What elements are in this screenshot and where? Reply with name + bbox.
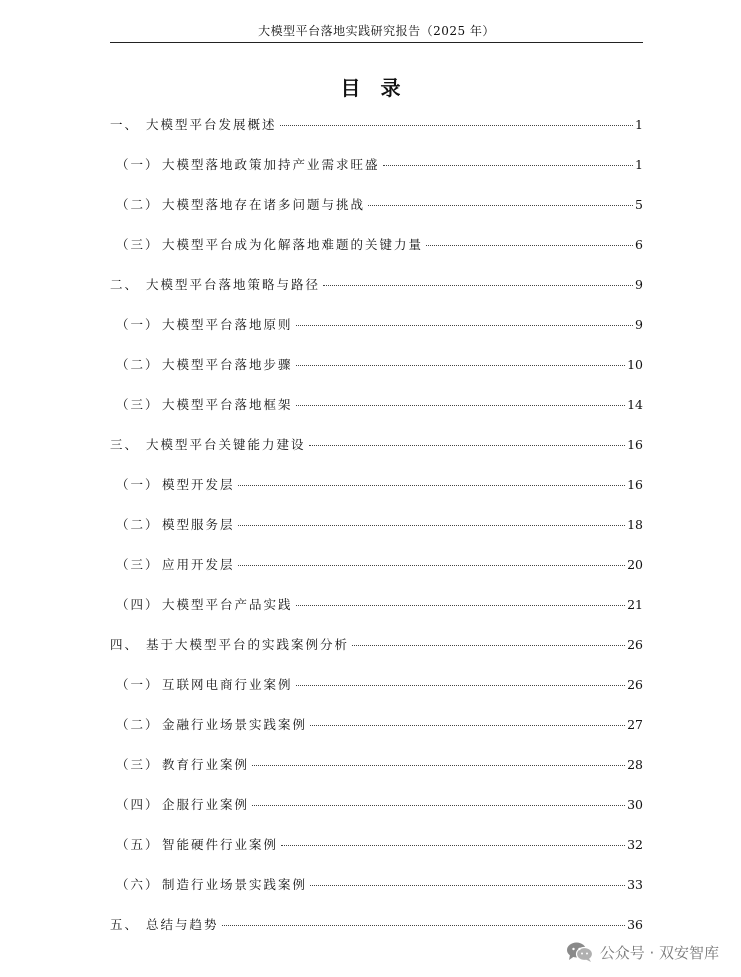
toc-title: 目录 xyxy=(340,76,421,100)
toc-entry[interactable] xyxy=(110,634,643,674)
toc-entry[interactable] xyxy=(110,354,643,394)
wechat-icon xyxy=(566,941,594,963)
toc-entry-label: 大模型落地存在诸多问题与挑战 xyxy=(162,197,366,212)
dot-leader xyxy=(352,645,625,646)
dot-leader xyxy=(222,925,626,926)
toc-entry[interactable] xyxy=(110,194,643,234)
toc-entry-page: 27 xyxy=(627,717,643,732)
toc-entry-label: 模型开发层 xyxy=(162,477,235,492)
toc-entry[interactable] xyxy=(110,274,643,314)
toc-entry-label: 总结与趋势 xyxy=(146,917,219,932)
toc-entry-number: （四） xyxy=(116,597,160,612)
toc-entry-page: 32 xyxy=(627,837,643,852)
toc-entry-page: 18 xyxy=(627,517,643,532)
toc-entry[interactable] xyxy=(110,674,643,714)
dot-leader xyxy=(281,845,625,846)
toc-entry-label: 制造行业场景实践案例 xyxy=(162,877,308,892)
dot-leader xyxy=(310,885,625,886)
toc-entry[interactable] xyxy=(110,754,643,794)
dot-leader xyxy=(296,685,626,686)
toc-entry-label: 大模型平台落地步骤 xyxy=(162,357,293,372)
dot-leader xyxy=(368,205,633,206)
toc-entry-page: 5 xyxy=(635,197,643,212)
toc-entry-number: （二） xyxy=(116,717,160,732)
toc-entry-page: 28 xyxy=(627,757,643,772)
toc-entry[interactable] xyxy=(110,234,643,274)
toc-entry-label: 金融行业场景实践案例 xyxy=(162,717,308,732)
toc-entry[interactable] xyxy=(110,834,643,874)
toc-entry-number: （三） xyxy=(116,397,160,412)
toc-entry-number: （二） xyxy=(116,357,160,372)
toc-entry-number: 五、 xyxy=(110,917,140,932)
dot-leader xyxy=(296,325,634,326)
toc-entry[interactable] xyxy=(110,594,643,634)
dot-leader xyxy=(252,805,625,806)
watermark xyxy=(566,939,719,965)
toc-entry-number: （六） xyxy=(116,877,160,892)
dot-leader xyxy=(238,485,626,486)
dot-leader xyxy=(296,405,626,406)
toc-entry-number: （五） xyxy=(116,837,160,852)
dot-leader xyxy=(426,245,633,246)
toc-entry-page: 9 xyxy=(635,317,643,332)
toc-entry-label: 大模型平台成为化解落地难题的关键力量 xyxy=(162,237,424,252)
toc-entry[interactable] xyxy=(110,514,643,554)
dot-leader xyxy=(238,525,626,526)
dot-leader xyxy=(252,765,625,766)
toc-entry-page: 10 xyxy=(627,357,643,372)
toc-entry-page: 30 xyxy=(627,797,643,812)
toc-entry-label: 大模型平台发展概述 xyxy=(146,117,277,132)
toc-entry[interactable] xyxy=(110,714,643,754)
toc-entry-label: 智能硬件行业案例 xyxy=(162,837,279,852)
toc-entry-number: 四、 xyxy=(110,637,140,652)
dot-leader xyxy=(383,165,634,166)
dot-leader xyxy=(323,285,633,286)
toc-entry-label: 企服行业案例 xyxy=(162,797,250,812)
toc-entry-label: 大模型平台落地框架 xyxy=(162,397,293,412)
toc-entry[interactable] xyxy=(110,394,643,434)
toc-entry-page: 1 xyxy=(635,157,643,172)
toc-entry-number: 二、 xyxy=(110,277,140,292)
toc-entry-number: 三、 xyxy=(110,437,140,452)
dot-leader xyxy=(309,445,626,446)
toc-entry[interactable] xyxy=(110,314,643,354)
toc-entry[interactable] xyxy=(110,434,643,474)
header-rule xyxy=(110,42,643,43)
watermark-text: 公众号 · 双安智库 xyxy=(599,943,719,962)
toc-entry-label: 大模型平台落地策略与路径 xyxy=(146,277,321,292)
toc-entry-page: 26 xyxy=(627,637,643,652)
dot-leader xyxy=(296,365,626,366)
dot-leader xyxy=(310,725,625,726)
toc-entry-page: 20 xyxy=(627,557,643,572)
toc-entry-number: （三） xyxy=(116,757,160,772)
toc-entry-label: 模型服务层 xyxy=(162,517,235,532)
toc-entry[interactable] xyxy=(110,874,643,914)
running-header: 大模型平台落地实践研究报告（2025 年） xyxy=(258,24,495,38)
toc-entry-label: 基于大模型平台的实践案例分析 xyxy=(146,637,350,652)
table-of-contents xyxy=(110,114,643,954)
toc-entry-page: 9 xyxy=(635,277,643,292)
toc-entry[interactable] xyxy=(110,114,643,154)
toc-entry-label: 大模型落地政策加持产业需求旺盛 xyxy=(162,157,380,172)
toc-entry-page: 16 xyxy=(627,477,643,492)
toc-entry-number: （三） xyxy=(116,237,160,252)
toc-entry-page: 14 xyxy=(627,397,643,412)
toc-entry-number: （一） xyxy=(116,477,160,492)
dot-leader xyxy=(280,125,634,126)
dot-leader xyxy=(296,605,626,606)
toc-entry-number: （一） xyxy=(116,317,160,332)
toc-entry-number: 一、 xyxy=(110,117,140,132)
toc-entry-page: 21 xyxy=(627,597,643,612)
toc-entry-label: 互联网电商行业案例 xyxy=(162,677,293,692)
toc-entry-label: 大模型平台产品实践 xyxy=(162,597,293,612)
toc-entry-number: （一） xyxy=(116,677,160,692)
dot-leader xyxy=(238,565,626,566)
toc-entry-label: 教育行业案例 xyxy=(162,757,250,772)
toc-entry[interactable] xyxy=(110,914,643,954)
toc-entry-label: 大模型平台关键能力建设 xyxy=(146,437,306,452)
toc-entry-number: （二） xyxy=(116,197,160,212)
toc-entry[interactable] xyxy=(110,554,643,594)
toc-entry-label: 应用开发层 xyxy=(162,557,235,572)
toc-entry-number: （二） xyxy=(116,517,160,532)
toc-entry-label: 大模型平台落地原则 xyxy=(162,317,293,332)
toc-entry-number: （四） xyxy=(116,797,160,812)
toc-entry-page: 16 xyxy=(627,437,643,452)
toc-entry-page: 26 xyxy=(627,677,643,692)
toc-entry-number: （一） xyxy=(116,157,160,172)
toc-entry-page: 6 xyxy=(635,237,643,252)
toc-entry-page: 36 xyxy=(627,917,643,932)
toc-entry-number: （三） xyxy=(116,557,160,572)
toc-entry[interactable] xyxy=(110,154,643,194)
toc-entry[interactable] xyxy=(110,794,643,834)
toc-entry-page: 33 xyxy=(627,877,643,892)
toc-entry[interactable] xyxy=(110,474,643,514)
toc-entry-page: 1 xyxy=(635,117,643,132)
